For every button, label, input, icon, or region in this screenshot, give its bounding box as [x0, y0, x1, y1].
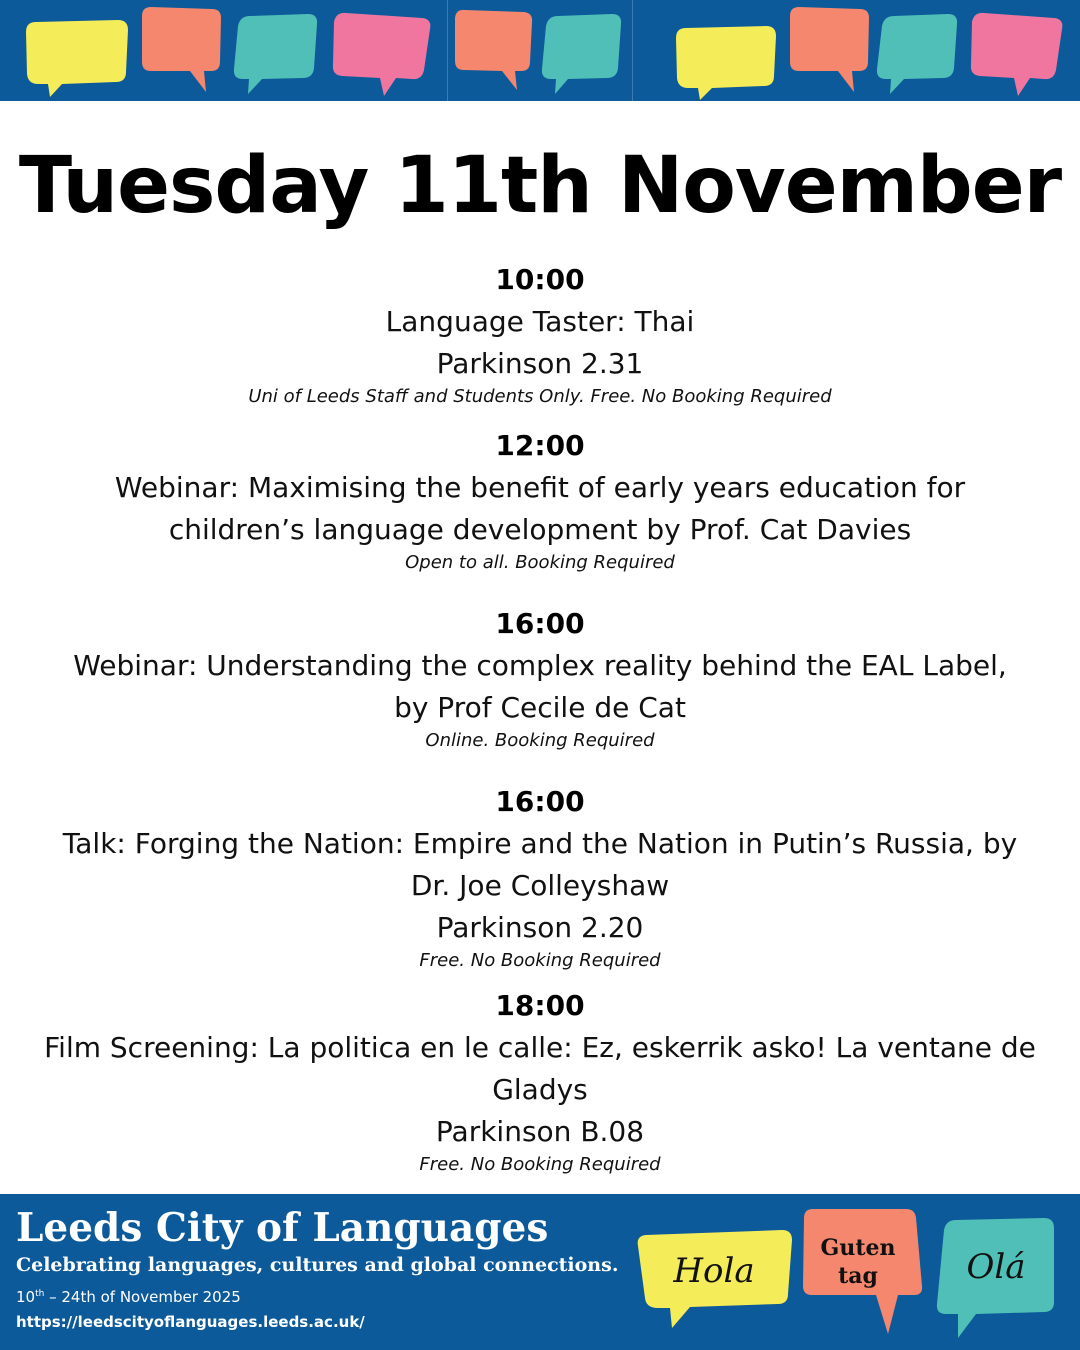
event-venue: Parkinson 2.31	[436, 347, 644, 380]
greeting-bubbles	[0, 1194, 1080, 1350]
event-item	[10, 603, 1070, 753]
greeting-ola: Olá	[966, 1247, 1026, 1287]
greeting-bubble-ola	[937, 1218, 1054, 1338]
event-note: Online. Booking Required	[425, 730, 655, 751]
speech-bubble-icon	[542, 14, 621, 94]
greeting-guten: Guten	[820, 1235, 896, 1261]
event-title: Webinar: Understanding the complex reality behind the EAL Label,	[73, 649, 1007, 682]
brand-tagline: Celebrating languages, cultures and global connections.	[16, 1254, 619, 1276]
dates-ordinal: th	[35, 1289, 45, 1299]
brand-name: Leeds City of Languages	[16, 1205, 549, 1251]
event-title: Gladys	[492, 1073, 588, 1106]
top-banner	[0, 0, 1080, 101]
speech-bubble-icon	[971, 13, 1062, 96]
event-note: Free. No Booking Required	[419, 1154, 661, 1175]
greeting-bubble-guten-tag	[803, 1209, 922, 1334]
greeting-hola: Hola	[673, 1251, 755, 1291]
speech-bubble-icon	[142, 7, 221, 92]
speech-bubble-icon	[455, 10, 532, 90]
event-item	[10, 259, 1070, 409]
event-title: Film Screening: La politica en le calle: Ez, eskerrik asko! La ventane de	[44, 1031, 1036, 1064]
event-item	[10, 425, 1070, 575]
event-title: Talk: Forging the Nation: Empire and the Nation in Putin’s Russia, by	[62, 827, 1018, 860]
speech-bubble-icon	[877, 14, 957, 94]
event-note: Open to all. Booking Required	[405, 552, 675, 573]
page-title: Tuesday 11th November	[18, 141, 1062, 231]
event-item	[10, 781, 1070, 973]
event-title: Language Taster: Thai	[385, 305, 695, 338]
speech-bubble-icon	[790, 7, 869, 92]
greeting-tag: tag	[838, 1263, 878, 1289]
event-title: Webinar: Maximising the benefit of early years education for	[114, 471, 966, 504]
event-title: children’s language development by Prof. Cat Davies	[168, 513, 912, 546]
dates-rest: – 24th of November 2025	[44, 1288, 241, 1306]
event-venue: Parkinson 2.20	[436, 911, 644, 944]
event-note: Free. No Booking Required	[419, 950, 661, 971]
event-title: by Prof Cecile de Cat	[394, 691, 686, 724]
dates-start: 10	[16, 1288, 36, 1306]
website-link[interactable]: https://leedscityoflanguages.leeds.ac.uk/	[16, 1313, 365, 1331]
event-item	[10, 985, 1070, 1177]
speech-bubble-icon	[234, 14, 317, 94]
footer-banner	[0, 1194, 1080, 1350]
event-time: 16:00	[495, 785, 585, 818]
speech-bubble-icon	[333, 13, 430, 96]
event-time: 16:00	[495, 607, 585, 640]
event-title: Dr. Joe Colleyshaw	[410, 869, 670, 902]
event-time: 18:00	[495, 989, 585, 1022]
event-time: 12:00	[495, 429, 585, 462]
event-time: 10:00	[495, 263, 585, 296]
speech-bubble-icon	[676, 26, 776, 100]
speech-bubble-icon	[26, 20, 128, 97]
event-note: Uni of Leeds Staff and Students Only. Free. No Booking Required	[248, 386, 832, 407]
event-schedule	[10, 259, 1070, 1177]
greeting-bubble-hola	[638, 1230, 792, 1328]
event-venue: Parkinson B.08	[435, 1115, 645, 1148]
speech-bubbles-decoration	[0, 0, 1080, 101]
